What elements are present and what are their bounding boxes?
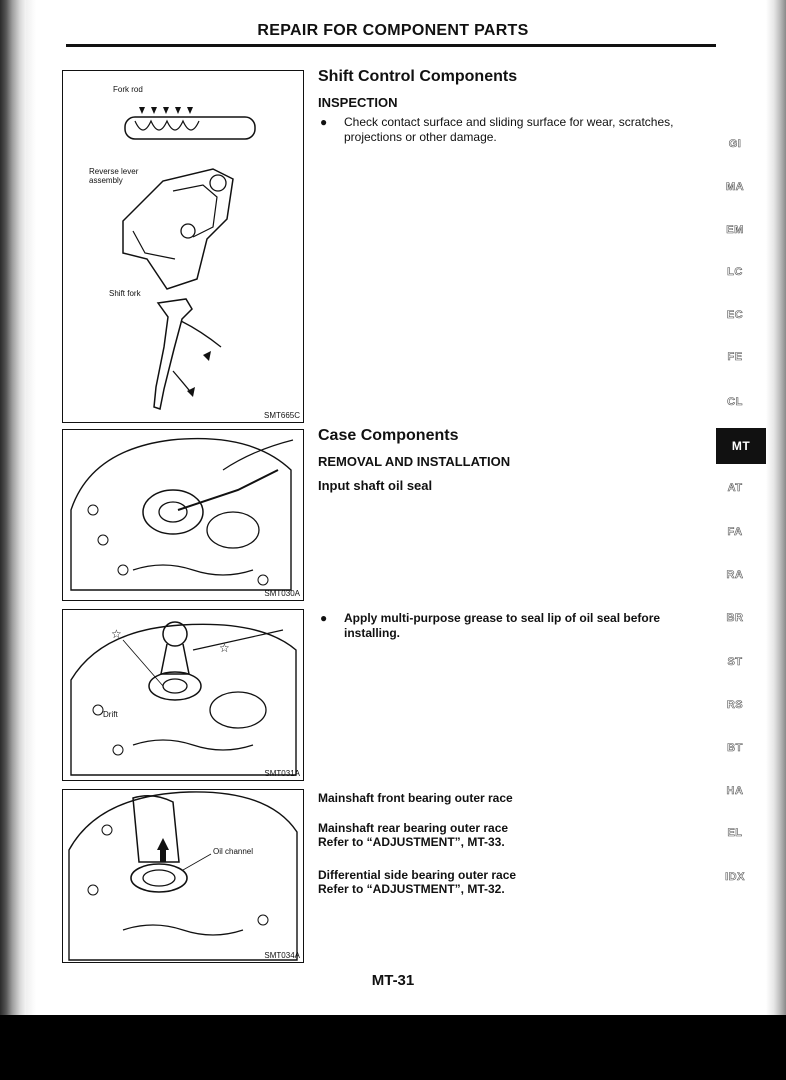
side-tab-gi[interactable]: GI bbox=[728, 138, 742, 150]
side-tab-lc[interactable]: LC bbox=[727, 266, 743, 278]
shift-control-illustration bbox=[63, 71, 303, 422]
side-tab-rs[interactable]: RS bbox=[726, 699, 744, 711]
scan-edge-left-fade bbox=[26, 0, 36, 1015]
header-rule bbox=[66, 44, 716, 47]
scan-edge-right bbox=[766, 0, 786, 1015]
figure-code: SMT031A bbox=[264, 769, 300, 778]
subtitle-inspection: INSPECTION bbox=[318, 95, 398, 110]
item-mainshaft-rear-race: Mainshaft rear bearing outer race bbox=[318, 821, 509, 835]
item-differential-race: Differential side bearing outer race bbox=[318, 868, 517, 882]
figure-code: SMT034A bbox=[264, 951, 300, 960]
seal-installation-illustration bbox=[63, 610, 303, 780]
item-mainshaft-front-race: Mainshaft front bearing outer race bbox=[318, 791, 513, 805]
bullet-marker: ● bbox=[320, 611, 328, 625]
side-tab-mt-active[interactable]: MT bbox=[716, 428, 766, 464]
item-mainshaft-rear-race-ref: Refer to “ADJUSTMENT”, MT-33. bbox=[318, 835, 505, 849]
section-title-shift-control: Shift Control Components bbox=[318, 68, 518, 85]
bullet-marker: ● bbox=[320, 115, 328, 129]
figure-label-drift: Drift bbox=[103, 710, 118, 719]
side-tab-fa[interactable]: FA bbox=[727, 526, 743, 538]
side-tab-st[interactable]: ST bbox=[727, 656, 743, 668]
figure-input-shaft-seal-removal bbox=[62, 429, 304, 601]
side-tab-el[interactable]: EL bbox=[727, 827, 743, 839]
figure-shift-control bbox=[62, 70, 304, 423]
page-header-title: REPAIR FOR COMPONENT PARTS bbox=[257, 22, 529, 39]
side-tab-ha[interactable]: HA bbox=[726, 785, 744, 797]
side-tab-ec[interactable]: EC bbox=[726, 309, 744, 321]
svg-text:☆: ☆ bbox=[219, 641, 230, 655]
figure-code: SMT030A bbox=[264, 589, 300, 598]
item-differential-race-ref: Refer to “ADJUSTMENT”, MT-32. bbox=[318, 882, 505, 896]
figure-code: SMT665C bbox=[263, 411, 300, 420]
side-tab-cl[interactable]: CL bbox=[727, 396, 743, 408]
seal-removal-illustration bbox=[63, 430, 303, 600]
side-tab-br[interactable]: BR bbox=[726, 612, 744, 624]
side-tab-at[interactable]: AT bbox=[727, 482, 743, 494]
side-tab-fe[interactable]: FE bbox=[727, 351, 743, 363]
side-tab-idx[interactable]: IDX bbox=[725, 871, 745, 883]
figure-label-oil-channel: Oil channel bbox=[213, 847, 254, 856]
side-tab-ma[interactable]: MA bbox=[725, 181, 745, 193]
bearing-race-illustration bbox=[63, 790, 303, 962]
page-number: MT-31 bbox=[371, 972, 415, 989]
side-tab-ra[interactable]: RA bbox=[726, 569, 744, 581]
item-input-shaft-oil-seal: Input shaft oil seal bbox=[318, 478, 433, 493]
figure-label-fork-rod: Fork rod bbox=[113, 85, 143, 94]
subtitle-removal-installation: REMOVAL AND INSTALLATION bbox=[318, 454, 511, 469]
scan-edge-left bbox=[0, 0, 26, 1015]
figure-bearing-outer-race bbox=[62, 789, 304, 963]
figure-label-reverse-lever: Reverse lever assembly bbox=[89, 167, 139, 185]
side-tab-em[interactable]: EM bbox=[726, 224, 744, 236]
figure-label-shift-fork: Shift fork bbox=[109, 289, 141, 298]
side-tab-bt[interactable]: BT bbox=[727, 742, 743, 754]
scan-bottom-band bbox=[0, 1015, 786, 1080]
figure-oil-seal-installation bbox=[62, 609, 304, 781]
svg-text:☆: ☆ bbox=[111, 627, 122, 641]
section-title-case-components: Case Components bbox=[318, 427, 459, 444]
grease-bullet-text: Apply multi-purpose grease to seal lip of oil seal before installing. bbox=[344, 611, 661, 640]
inspection-bullet-text: Check contact surface and sliding surface for wear, scratches, projections or other damage. bbox=[344, 115, 674, 144]
